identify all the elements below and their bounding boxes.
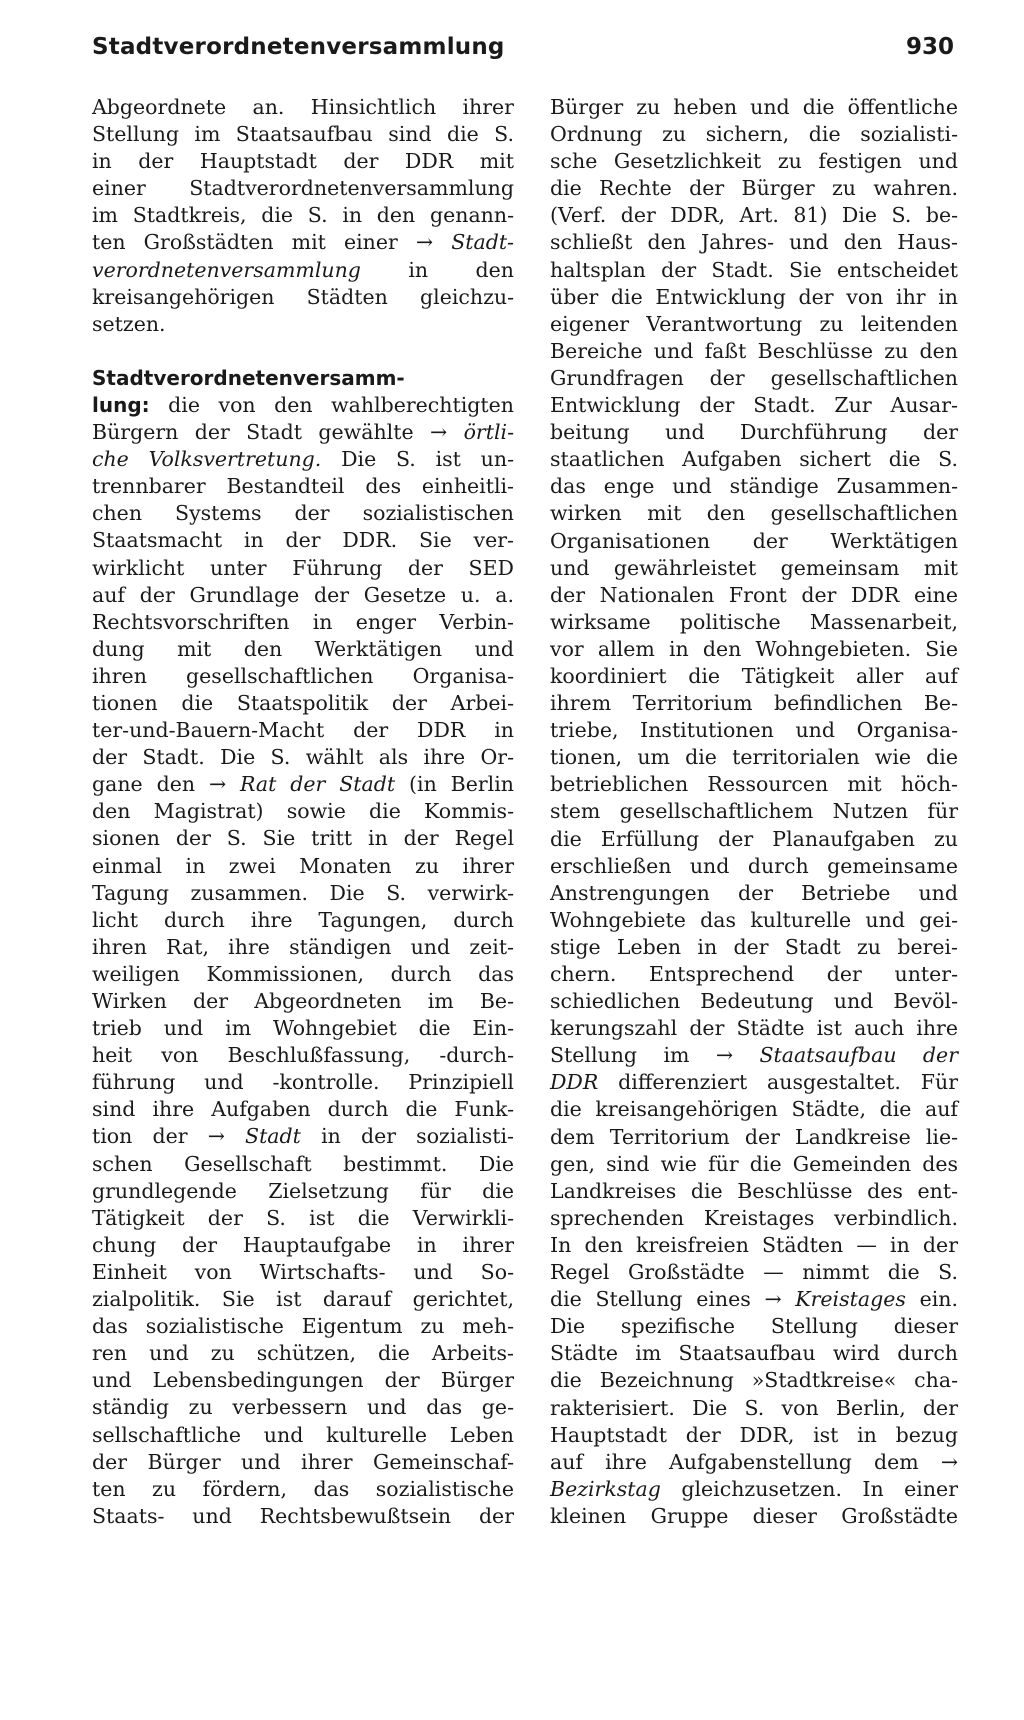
text-line: sche Gesetzlichkeit zu festigen und xyxy=(550,149,958,174)
text-line: wirken mit den gesellschaftlichen xyxy=(550,501,958,526)
text-line: Wohngebiete das kulturelle und gei- xyxy=(550,907,958,932)
text-line: ten Großstädten mit einer → Stadt- xyxy=(92,230,514,255)
text-line: beitung und Durchführung der xyxy=(550,420,958,445)
text-line: staatlichen Aufgaben sichert die S. xyxy=(550,447,958,472)
text-line: ihren gesellschaftlichen Organisa- xyxy=(92,663,514,688)
text-line: und Lebensbedingungen der Bürger xyxy=(92,1368,514,1393)
text-line: sellschaftliche und kulturelle Leben xyxy=(92,1422,514,1447)
text-line: der Stadt. Die S. wählt als ihre Or- xyxy=(92,745,514,770)
text-line: Rechtsvorschriften in enger Verbin- xyxy=(92,609,514,634)
text-line: Grundfragen der gesellschaftlichen xyxy=(550,365,958,390)
text-line: schließt den Jahres- und den Haus- xyxy=(550,230,958,255)
text-line: trennbarer Bestandteil des einheitli- xyxy=(92,474,514,499)
text-line: licht durch ihre Tagungen, durch xyxy=(92,907,514,932)
text-line: Städte im Staatsaufbau wird durch xyxy=(550,1341,958,1366)
left-column xyxy=(92,94,514,1530)
text-line: koordiniert die Tätigkeit aller auf xyxy=(550,663,958,688)
text-line: ihrem Territorium befindlichen Be- xyxy=(550,691,958,716)
text-line: in der Hauptstadt der DDR mit xyxy=(92,149,514,174)
text-line: Staatsmacht in der DDR. Sie ver- xyxy=(92,528,514,553)
text-line: ständig zu verbessern und das ge- xyxy=(92,1395,514,1420)
text-line: weiligen Kommissionen, durch das xyxy=(92,961,514,986)
text-line: Stellung im Staatsaufbau sind die S. xyxy=(92,122,514,147)
text-line: vor allem in den Wohngebieten. Sie xyxy=(550,636,958,661)
cross-reference: che Volksvertretung. xyxy=(92,447,322,472)
text-line: das enge und ständige Zusammen- xyxy=(550,474,958,499)
text-line: auf ihre Aufgabenstellung dem → xyxy=(550,1449,958,1474)
text-line: kreisangehörigen Städten gleichzu- xyxy=(92,284,514,309)
text-line: rakterisiert. Die S. von Berlin, der xyxy=(550,1395,958,1420)
text-line: stige Leben in der Stadt zu berei- xyxy=(550,934,958,959)
text-line: im Stadtkreis, die S. in den genann- xyxy=(92,203,514,228)
text-line: ihren Rat, ihre ständigen und zeit- xyxy=(92,934,514,959)
cross-reference: verordnetenversammlung xyxy=(92,257,361,282)
text-line: sind ihre Aufgaben durch die Funk- xyxy=(92,1097,514,1122)
text-line: ter-und-Bauern-Macht der DDR in xyxy=(92,718,514,743)
cross-reference: DDR xyxy=(550,1070,599,1095)
text-line: tionen, um die territorialen wie die xyxy=(550,745,958,770)
running-head: Stadtverordnetenversammlung xyxy=(92,34,505,60)
text-line: Regel Großstädte — nimmt die S. xyxy=(550,1260,958,1285)
text-line: Landkreises die Beschlüsse des ent- xyxy=(550,1178,958,1203)
entry-headword: lung: xyxy=(92,392,150,417)
text-line: die Rechte der Bürger zu wahren. xyxy=(550,176,958,201)
text-line: triebe, Institutionen und Organisa- xyxy=(550,718,958,743)
text-line: Tätigkeit der S. ist die Verwirkli- xyxy=(92,1205,514,1230)
text-line: über die Entwicklung der von ihr in xyxy=(550,284,958,309)
text-line: kleinen Gruppe dieser Großstädte xyxy=(550,1503,958,1528)
text-line: (Verf. der DDR, Art. 81) Die S. be- xyxy=(550,203,958,228)
text-line: einmal in zwei Monaten zu ihrer xyxy=(92,853,514,878)
text-line: den Magistrat) sowie die Kommis- xyxy=(92,799,514,824)
text-line: Ordnung zu sichern, die sozialisti- xyxy=(550,122,958,147)
text-line: wirklicht unter Führung der SED xyxy=(92,555,514,580)
text-line: der Nationalen Front der DDR eine xyxy=(550,582,958,607)
text-line: Abgeordnete an. Hinsichtlich ihrer xyxy=(92,95,514,119)
text-line: Entwicklung der Stadt. Zur Ausar- xyxy=(550,393,958,418)
text-line: tionen die Staatspolitik der Arbei- xyxy=(92,690,514,715)
text-line: ten zu fördern, das sozialistische xyxy=(92,1476,514,1501)
cross-reference: → Staatsaufbau der xyxy=(715,1043,958,1068)
text-line: auf der Grundlage der Gesetze u. a. xyxy=(92,582,514,607)
text-line: Einheit von Wirtschafts- und So- xyxy=(92,1259,514,1284)
text-line: Bezirkstag gleichzusetzen. In einer xyxy=(550,1476,958,1501)
text-line: erschließen und durch gemeinsame xyxy=(550,853,958,878)
entry-headword: Stadtverordnetenversamm- xyxy=(92,365,405,390)
text-line: wirksame politische Massenarbeit, xyxy=(550,609,958,634)
text-line: die Bezeichnung »Stadtkreise« cha- xyxy=(550,1368,958,1393)
text-line: setzen. xyxy=(92,311,166,336)
text-line: chung der Hauptaufgabe in ihrer xyxy=(92,1232,514,1257)
text-line: die Stellung eines → Kreistages ein. xyxy=(550,1287,958,1312)
text-line: chern. Entsprechend der unter- xyxy=(550,962,958,986)
text-line: Anstrengungen der Betriebe und xyxy=(550,880,958,905)
text-line: trieb und im Wohngebiet die Ein- xyxy=(92,1016,514,1041)
text-line: Organisationen der Werktätigen xyxy=(550,528,958,553)
text-line: verordnetenversammlung in den xyxy=(92,257,514,282)
text-line: Bürgern der Stadt gewählte → örtli- xyxy=(92,420,514,445)
text-line: Bürger zu heben und die öffentliche xyxy=(550,95,958,119)
text-line: che Volksvertretung. Die S. ist un- xyxy=(92,447,514,472)
cross-reference: → örtli- xyxy=(430,420,514,445)
text-line: sionen der S. Sie tritt in der Regel xyxy=(92,826,514,851)
text-line: zialpolitik. Sie ist darauf gerichtet, xyxy=(92,1287,514,1312)
cross-reference: → Stadt- xyxy=(415,230,514,255)
text-line: Wirken der Abgeordneten im Be- xyxy=(92,989,514,1013)
text-line: schen Gesellschaft bestimmt. Die xyxy=(92,1151,514,1176)
text-line: die kreisangehörigen Städte, die auf xyxy=(550,1097,958,1122)
text-line: Hauptstadt der DDR, ist in bezug xyxy=(550,1422,958,1447)
page-header xyxy=(92,34,954,74)
text-line: sprechenden Kreistages verbindlich. xyxy=(550,1205,958,1230)
text-line: das sozialistische Eigentum zu meh- xyxy=(92,1314,514,1339)
text-line: gane den → Rat der Stadt (in Berlin xyxy=(92,772,514,797)
text-line: DDR differenziert ausgestaltet. Für xyxy=(550,1070,958,1095)
cross-reference: → Kreistages xyxy=(764,1287,906,1312)
text-line: chen Systems der sozialistischen xyxy=(92,501,514,526)
cross-reference: Bezirkstag xyxy=(550,1476,661,1501)
text-line: die Erfüllung der Planaufgaben zu xyxy=(550,826,958,851)
text-line: Stellung im → Staatsaufbau der xyxy=(550,1043,958,1068)
text-line: ren und zu schützen, die Arbeits- xyxy=(92,1341,514,1366)
text-line: lung: die von den wahlberechtigten xyxy=(92,392,514,417)
text-line: dem Territorium der Landkreise lie- xyxy=(550,1124,958,1149)
text-line: einer Stadtverordnetenversammlung xyxy=(92,176,514,201)
text-line: gen, sind wie für die Gemeinden des xyxy=(550,1151,958,1176)
text-line: In den kreisfreien Städten — in der xyxy=(550,1232,958,1257)
text-line: betrieblichen Ressourcen mit höch- xyxy=(550,772,958,797)
right-column xyxy=(550,94,958,1530)
cross-reference: → Stadt xyxy=(207,1124,301,1149)
page-number: 930 xyxy=(905,34,954,60)
text-line: Tagung zusammen. Die S. verwirk- xyxy=(92,880,514,905)
cross-reference-arrow: → xyxy=(940,1449,958,1474)
text-line: grundlegende Zielsetzung für die xyxy=(92,1178,514,1203)
text-line: und gewährleistet gemeinsam mit xyxy=(550,555,958,580)
text-line: Bereiche und faßt Beschlüsse zu den xyxy=(550,338,958,363)
text-line: Staats- und Rechtsbewußtsein der xyxy=(92,1503,514,1528)
text-line: schiedlichen Bedeutung und Bevöl- xyxy=(550,989,958,1014)
text-line: eigener Verantwortung zu leitenden xyxy=(550,311,958,336)
text-line: tion der → Stadt in der sozialisti- xyxy=(92,1124,514,1149)
cross-reference: → Rat der Stadt xyxy=(208,772,396,797)
text-line: führung und -kontrolle. Prinzipiell xyxy=(92,1070,514,1095)
text-line: dung mit den Werktätigen und xyxy=(92,636,514,661)
text-line: kerungszahl der Städte ist auch ihre xyxy=(550,1016,958,1041)
entry-gap xyxy=(92,338,514,365)
text-line: Die spezifische Stellung dieser xyxy=(550,1314,958,1339)
text-line: heit von Beschlußfassung, -durch- xyxy=(92,1043,514,1068)
text-line: haltsplan der Stadt. Sie entscheidet xyxy=(550,257,958,282)
text-line: der Bürger und ihrer Gemeinschaf- xyxy=(92,1449,514,1474)
text-line: stem gesellschaftlichem Nutzen für xyxy=(550,799,958,824)
